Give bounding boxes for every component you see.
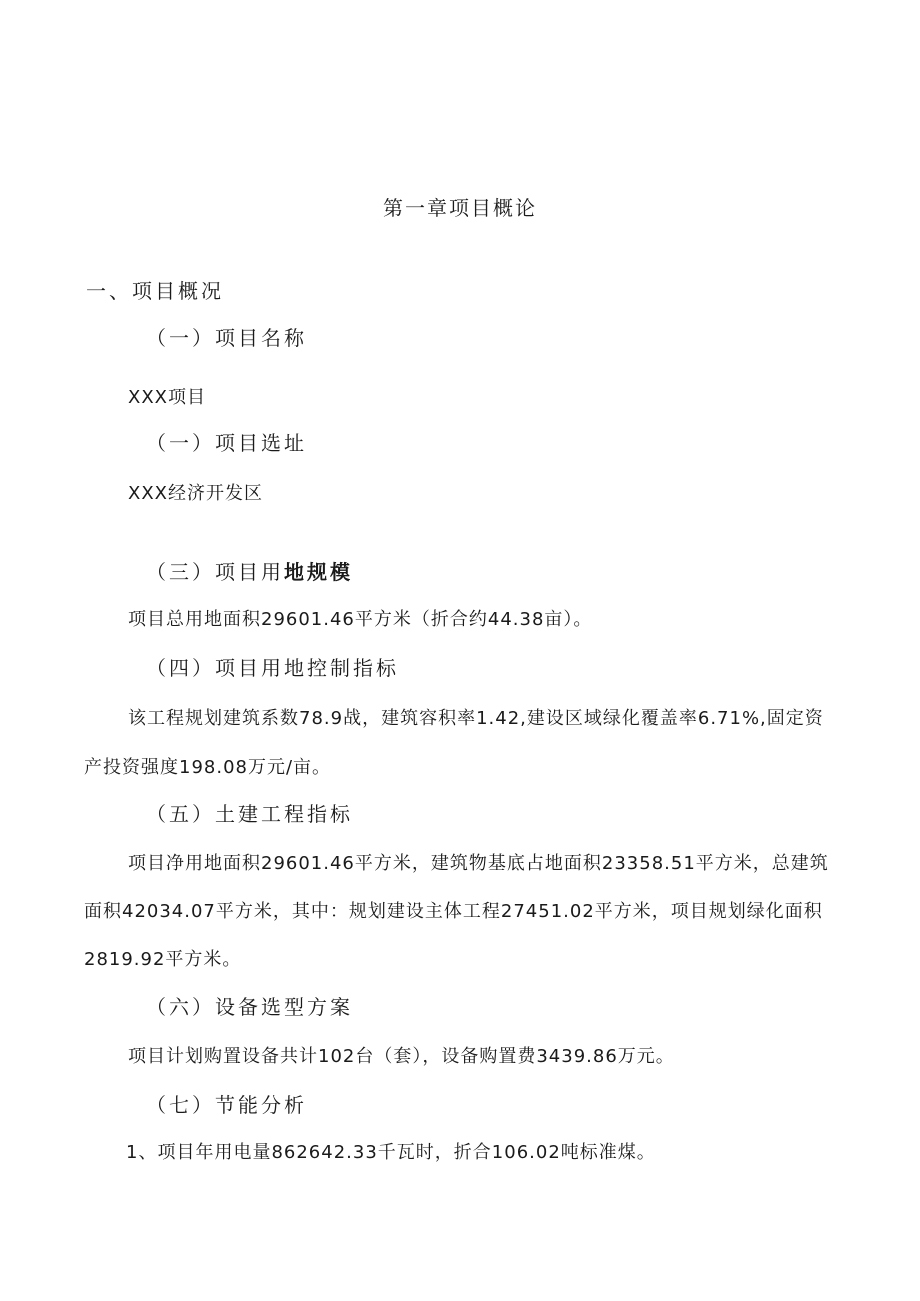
equipment-selection-text: 项目计划购置设备共计102台（套），设备购置费3439.86万元。 bbox=[128, 1046, 675, 1067]
subsection-heading-project-name: （一）项目名称 bbox=[146, 326, 307, 350]
chapter-title: 第一章项目概论 bbox=[383, 196, 537, 220]
subsection-heading-project-site: （一）项目选址 bbox=[146, 431, 307, 455]
project-name-text: XXX项目 bbox=[128, 387, 206, 408]
project-site-text: XXX经济开发区 bbox=[128, 483, 263, 504]
section-heading-project-overview: 一、项目概况 bbox=[86, 279, 224, 303]
subsection-heading-land-control-indicators: （四）项目用地控制指标 bbox=[146, 656, 399, 680]
land-control-text-line-2: 产投资强度198.08万元/亩。 bbox=[84, 757, 332, 778]
energy-analysis-item-1: 1、项目年用电量862642.33千瓦时，折合106.02吨标准煤。 bbox=[126, 1142, 656, 1163]
subsection-heading-energy-analysis: （七）节能分析 bbox=[146, 1093, 307, 1117]
subsection-heading-civil-indicators: （五）土建工程指标 bbox=[146, 802, 353, 826]
civil-indicators-text-line-3: 2819.92平方米。 bbox=[84, 949, 242, 970]
land-scale-heading-bold: 地规模 bbox=[284, 560, 353, 584]
land-control-text-line-1: 该工程规划建筑系数78.9战，建筑容积率1.42,建设区域绿化覆盖率6.71%,固定资 bbox=[128, 708, 824, 729]
land-scale-heading-prefix: （三）项目用 bbox=[146, 560, 284, 584]
land-scale-text: 项目总用地面积29601.46平方米（折合约44.38亩）。 bbox=[128, 609, 593, 630]
civil-indicators-text-line-1: 项目净用地面积29601.46平方米，建筑物基底占地面积23358.51平方米，总建筑 bbox=[128, 853, 829, 874]
subsection-heading-equipment-selection: （六）设备选型方案 bbox=[146, 995, 353, 1019]
civil-indicators-text-line-2: 面积42034.07平方米，其中：规划建设主体工程27451.02平方米，项目规划绿化面积 bbox=[84, 901, 823, 922]
subsection-heading-land-scale bbox=[146, 560, 353, 584]
